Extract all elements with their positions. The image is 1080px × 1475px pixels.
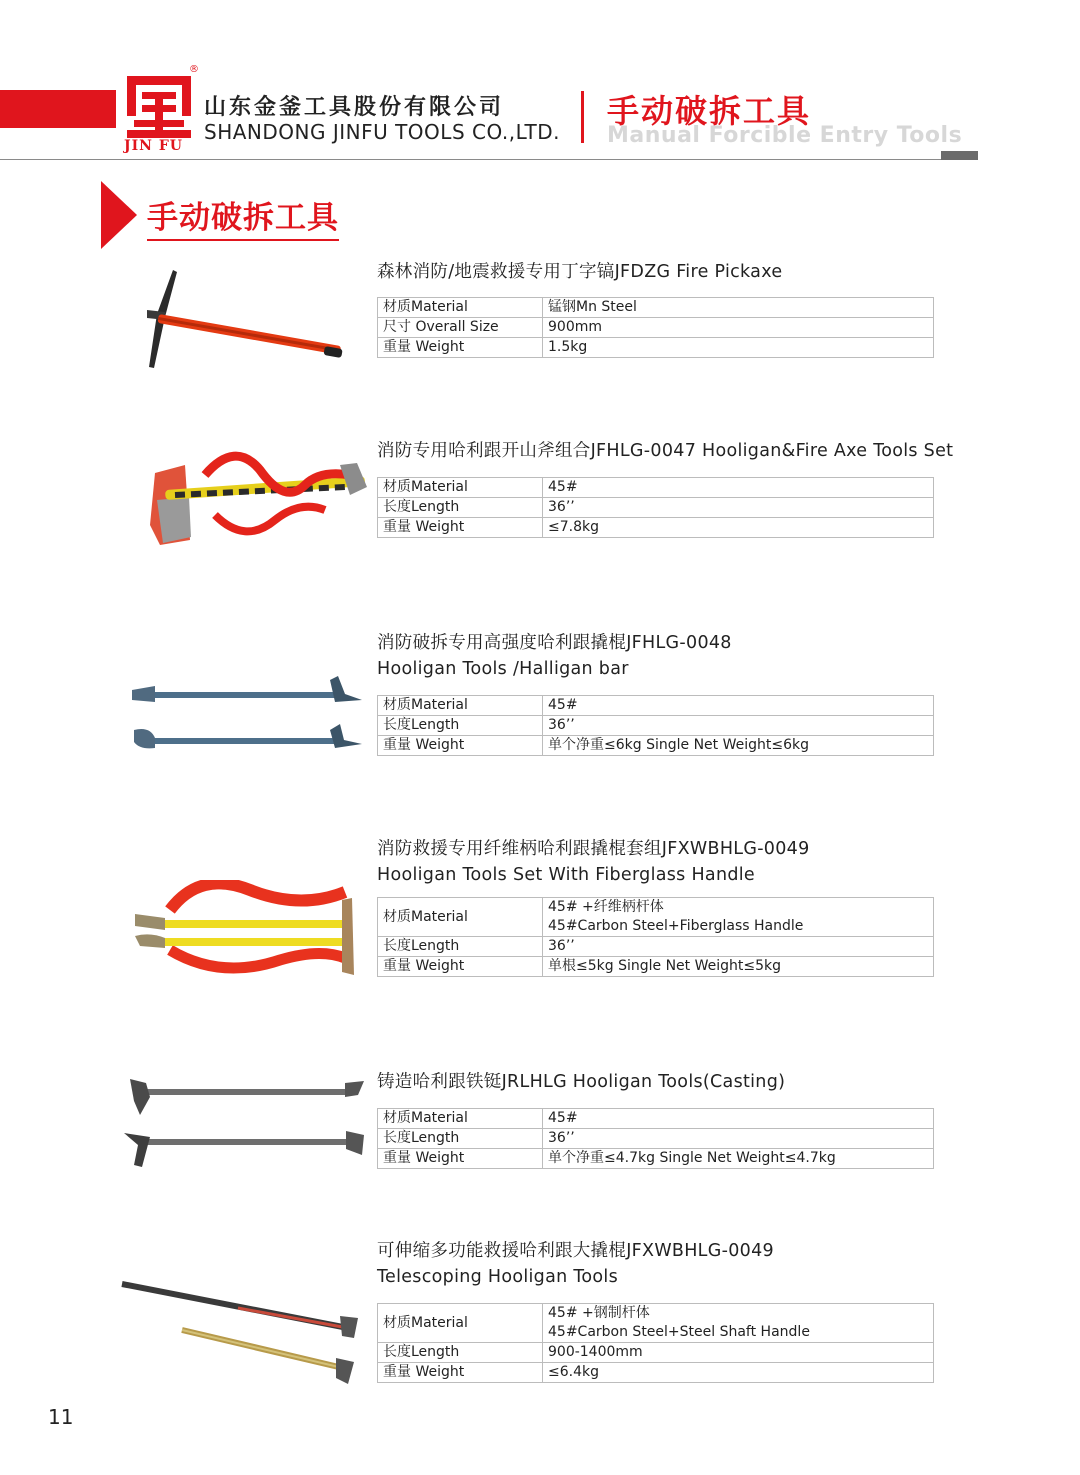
spec-label: 材质Material xyxy=(378,478,543,498)
header-gray-block xyxy=(941,151,978,160)
spec-row xyxy=(378,1363,934,1383)
spec-label: 材质Material xyxy=(378,898,543,937)
spec-table xyxy=(377,1108,934,1169)
spec-row xyxy=(378,736,934,756)
spec-row xyxy=(378,1129,934,1149)
spec-value: ≤7.8kg xyxy=(543,518,934,538)
product-image-fiberglass-set xyxy=(130,880,370,980)
spec-table xyxy=(377,695,934,756)
spec-label: 尺寸 Overall Size xyxy=(378,318,543,338)
product-image-hooligan-axe-set xyxy=(145,445,375,555)
spec-row xyxy=(378,1304,934,1343)
spec-row xyxy=(378,1109,934,1129)
product-title: 消防破拆专用高强度哈利跟撬棍JFHLG-0048 Hooligan Tools /Halligan bar xyxy=(377,633,732,679)
spec-value: 45# xyxy=(543,696,934,716)
category-title-en: Manual Forcible Entry Tools xyxy=(607,123,963,148)
spec-label: 材质Material xyxy=(378,1109,543,1129)
spec-label: 长度Length xyxy=(378,498,543,518)
spec-value: 36’’ xyxy=(543,937,934,957)
spec-value: 单根≤5kg Single Net Weight≤5kg xyxy=(543,957,934,977)
product-title: 消防专用哈利跟开山斧组合JFHLG-0047 Hooligan&Fire Axe Tools Set xyxy=(377,441,954,461)
spec-label: 材质Material xyxy=(378,1304,543,1343)
spec-value: ≤6.4kg xyxy=(543,1363,934,1383)
spec-value: 1.5kg xyxy=(543,338,934,358)
company-name-en: SHANDONG JINFU TOOLS CO.,LTD. xyxy=(204,120,560,144)
category-title-cn: 手动破拆工具 xyxy=(607,92,812,130)
spec-value: 900mm xyxy=(543,318,934,338)
spec-label: 重量 Weight xyxy=(378,736,543,756)
product-title: 消防救援专用纤维柄哈利跟撬棍套组JFXWBHLG-0049 Hooligan Tools Set With Fiberglass Handle xyxy=(377,839,810,885)
spec-label: 重量 Weight xyxy=(378,957,543,977)
spec-row xyxy=(378,338,934,358)
logo-text: JIN FU xyxy=(124,138,183,154)
spec-row xyxy=(378,1343,934,1363)
section-title: 手动破拆工具 xyxy=(147,192,339,241)
header-separator xyxy=(581,91,584,143)
spec-row xyxy=(378,318,934,338)
spec-value: 45# xyxy=(543,478,934,498)
spec-label: 长度Length xyxy=(378,1129,543,1149)
spec-table xyxy=(377,1303,934,1383)
spec-row xyxy=(378,716,934,736)
spec-value: 45# xyxy=(543,1109,934,1129)
spec-table xyxy=(377,477,934,538)
header-red-bar xyxy=(0,90,116,128)
spec-row xyxy=(378,498,934,518)
spec-label: 长度Length xyxy=(378,716,543,736)
spec-value: 锰钢Mn Steel xyxy=(543,298,934,318)
spec-value: 36’’ xyxy=(543,1129,934,1149)
page-number: 11 xyxy=(48,1405,74,1429)
spec-value: 900-1400mm xyxy=(543,1343,934,1363)
product-image-halligan-bar xyxy=(130,672,365,757)
spec-label: 长度Length xyxy=(378,1343,543,1363)
spec-row xyxy=(378,478,934,498)
spec-row xyxy=(378,518,934,538)
section-arrow-icon xyxy=(101,181,137,249)
spec-label: 长度Length xyxy=(378,937,543,957)
spec-value: 单个净重≤4.7kg Single Net Weight≤4.7kg xyxy=(543,1149,934,1169)
spec-row xyxy=(378,937,934,957)
product-image-casting-halligan xyxy=(120,1075,370,1175)
spec-label: 重量 Weight xyxy=(378,518,543,538)
spec-table xyxy=(377,897,934,977)
company-name-cn: 山东金釜工具股份有限公司 xyxy=(204,95,505,120)
spec-row xyxy=(378,898,934,937)
product-title: 铸造哈利跟铁铤JRLHLG Hooligan Tools(Casting) xyxy=(377,1072,786,1092)
spec-label: 材质Material xyxy=(378,298,543,318)
spec-label: 重量 Weight xyxy=(378,338,543,358)
product-image-telescoping-halligan xyxy=(118,1278,368,1388)
spec-row xyxy=(378,298,934,318)
product-image-pickaxe xyxy=(135,262,350,377)
spec-label: 重量 Weight xyxy=(378,1149,543,1169)
spec-row xyxy=(378,957,934,977)
product-title: 可伸缩多功能救援哈利跟大撬棍JFXWBHLG-0049 Telescoping Hooligan Tools xyxy=(377,1241,774,1287)
spec-label: 重量 Weight xyxy=(378,1363,543,1383)
spec-value: 单个净重≤6kg Single Net Weight≤6kg xyxy=(543,736,934,756)
spec-row xyxy=(378,696,934,716)
registered-mark: ® xyxy=(189,64,199,75)
spec-value: 36’’ xyxy=(543,716,934,736)
spec-value: 45# +纤维柄杆体 45#Carbon Steel+Fiberglass Handle xyxy=(543,898,934,937)
header-rule xyxy=(0,159,978,160)
spec-row xyxy=(378,1149,934,1169)
product-title: 森林消防/地震救援专用丁字镐JFDZG Fire Pickaxe xyxy=(377,262,783,282)
spec-value: 36’’ xyxy=(543,498,934,518)
spec-value: 45# +钢制杆体 45#Carbon Steel+Steel Shaft Handle xyxy=(543,1304,934,1343)
spec-table xyxy=(377,297,934,358)
spec-label: 材质Material xyxy=(378,696,543,716)
